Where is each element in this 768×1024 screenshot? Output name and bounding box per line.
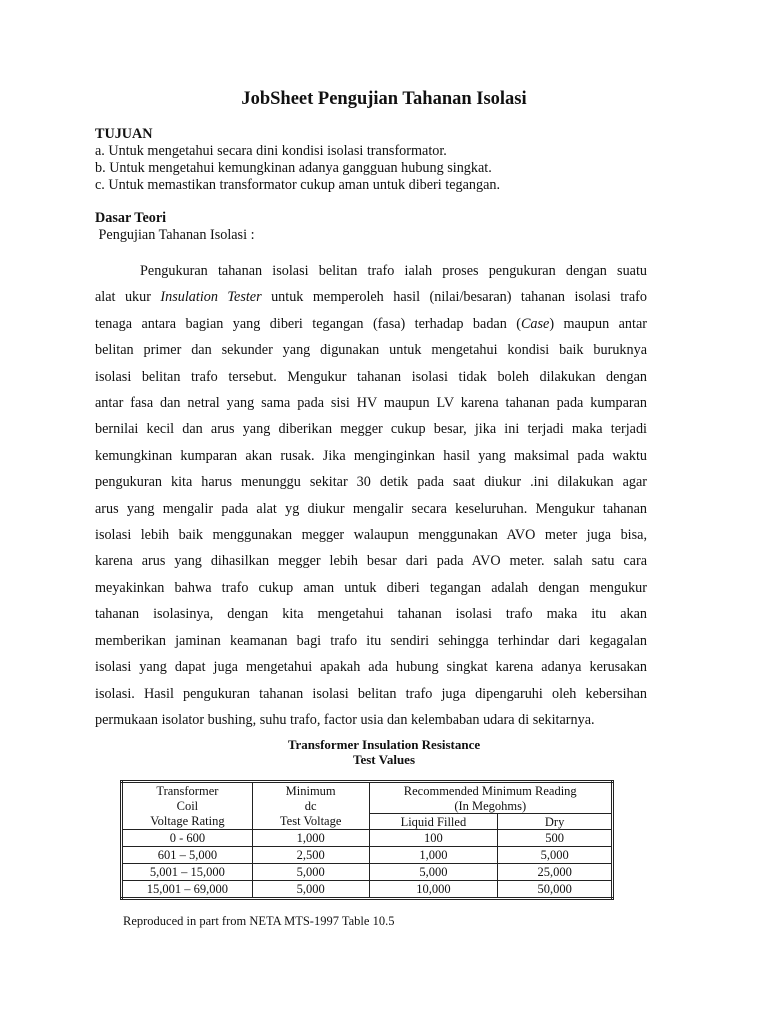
table-cell: 5,001 – 15,000 <box>122 864 253 881</box>
table-cell: 15,001 – 69,000 <box>122 881 253 899</box>
page-title: JobSheet Pengujian Tahanan Isolasi <box>241 89 527 109</box>
paragraph-line: isolasi. Hasil pengukuran tahanan isolasi belitan trafo juga dipengaruhi oleh kebersihan <box>95 685 647 702</box>
paragraph-line: isolasi lebih baik menggunakan megger walaupun menggunakan AVO meter juga bisa, <box>95 527 647 544</box>
header-cell: Dry <box>498 814 613 830</box>
table-caption-line: Test Values <box>352 752 416 767</box>
header-cell: Voltage Rating <box>122 814 253 830</box>
table-row <box>122 830 613 847</box>
body-paragraph <box>95 258 647 733</box>
paragraph-line: kemungkinan kumparan akan rusak. Jika menginginkan hasil yang maksimal pada waktu <box>95 447 647 464</box>
paragraph-line: tenaga antara bagian yang diberi tegangan (fasa) terhadap badan (Case) maupun antar <box>95 315 647 332</box>
header-cell: Liquid Filled <box>369 814 498 830</box>
header-cell: Transformer <box>122 782 253 799</box>
header-cell: dc <box>252 798 369 814</box>
table-cell: 601 – 5,000 <box>122 847 253 864</box>
tujuan-section <box>95 126 655 194</box>
header-cell: Coil <box>122 798 253 814</box>
table-row <box>122 864 613 881</box>
paragraph-line: pengukuran kita harus menunggu sekitar 30 detik pada saat diukur .ini dilakukan agar <box>95 474 647 491</box>
tujuan-heading: TUJUAN <box>95 126 153 142</box>
table-cell: 5,000 <box>369 864 498 881</box>
table-cell: 25,000 <box>498 864 613 881</box>
dasar-teori-heading: Dasar Teori <box>95 210 167 226</box>
table-cell: 5,000 <box>252 864 369 881</box>
table-cell: 2,500 <box>252 847 369 864</box>
tujuan-item: a. Untuk mengetahui secara dini kondisi isolasi transformator. <box>95 143 447 159</box>
header-cell: Minimum <box>252 782 369 799</box>
paragraph-line: isolasi yang dapat juga mengetahui apakah ada hubung singkat karena adanya kerusakan <box>95 659 647 676</box>
header-cell: (In Megohms) <box>369 798 613 814</box>
paragraph-line: tahanan isolasinya, dengan kita mengetahui tahanan isolasi trafo maka itu akan <box>95 606 647 623</box>
table-cell: 1,000 <box>369 847 498 864</box>
paragraph-line: isolasi belitan trafo tersebut. Mengukur tahanan isolasi tidak boleh dilakukan dengan <box>95 368 647 385</box>
table-cell: 500 <box>498 830 613 847</box>
table-source-note: Reproduced in part from NETA MTS-1997 Table 10.5 <box>123 914 395 928</box>
table-cell: 10,000 <box>369 881 498 899</box>
tujuan-item: b. Untuk mengetahui kemungkinan adanya gangguan hubung singkat. <box>95 160 492 176</box>
paragraph-line: karena arus yang dihasilkan megger lebih besar dari pada AVO meter. salah satu cara <box>95 553 647 570</box>
header-cell: Test Voltage <box>252 814 369 830</box>
table-cell: 5,000 <box>498 847 613 864</box>
table-cell: 100 <box>369 830 498 847</box>
paragraph-line: Pengukuran tahanan isolasi belitan trafo ialah proses pengukuran dengan suatu <box>140 263 647 279</box>
paragraph-line: belitan primer dan sekunder yang digunakan untuk mengetahui kondisi baik buruknya <box>95 342 647 359</box>
paragraph-line: meyakinkan bahwa trafo cukup aman untuk diberi tegangan adalah dengan mengukur <box>95 579 647 596</box>
table-row <box>122 881 613 899</box>
paragraph-line: arus yang mengalir pada alat yg diukur mengalir secara keseluruhan. Mengukur tahanan <box>95 500 647 517</box>
paragraph-line: memberikan jaminan keamanan bagi trafo itu sendiri sehingga terhindar dari kegagalan <box>95 632 647 649</box>
paragraph-line: permukaan isolator bushing, suhu trafo, factor usia dan kelembaban udara di sekitarnya. <box>95 711 595 728</box>
paragraph-line: antar fasa dan netral yang sama pada sisi HV maupun LV karena tahanan pada kumparan <box>95 395 647 412</box>
table-cell: 1,000 <box>252 830 369 847</box>
insulation-resistance-table <box>120 780 614 900</box>
table-caption-line: Transformer Insulation Resistance <box>287 737 481 752</box>
header-cell: Recommended Minimum Reading <box>369 782 613 799</box>
paragraph-line: bernilai kecil dan arus yang diberikan megger cukup besar, jika ini terjadi maka terjadi <box>95 421 647 438</box>
table-cell: 50,000 <box>498 881 613 899</box>
table-row <box>122 847 613 864</box>
table-caption <box>0 737 768 767</box>
table-cell: 5,000 <box>252 881 369 899</box>
tujuan-item: c. Untuk memastikan transformator cukup aman untuk diberi tegangan. <box>95 177 501 193</box>
table-cell: 0 - 600 <box>122 830 253 847</box>
paragraph-line: alat ukur Insulation Tester untuk memperoleh hasil (nilai/besaran) tahanan isolasi trafo <box>95 289 647 306</box>
dasar-teori-section <box>95 210 655 244</box>
dasar-teori-subheading: Pengujian Tahanan Isolasi : <box>95 227 255 243</box>
